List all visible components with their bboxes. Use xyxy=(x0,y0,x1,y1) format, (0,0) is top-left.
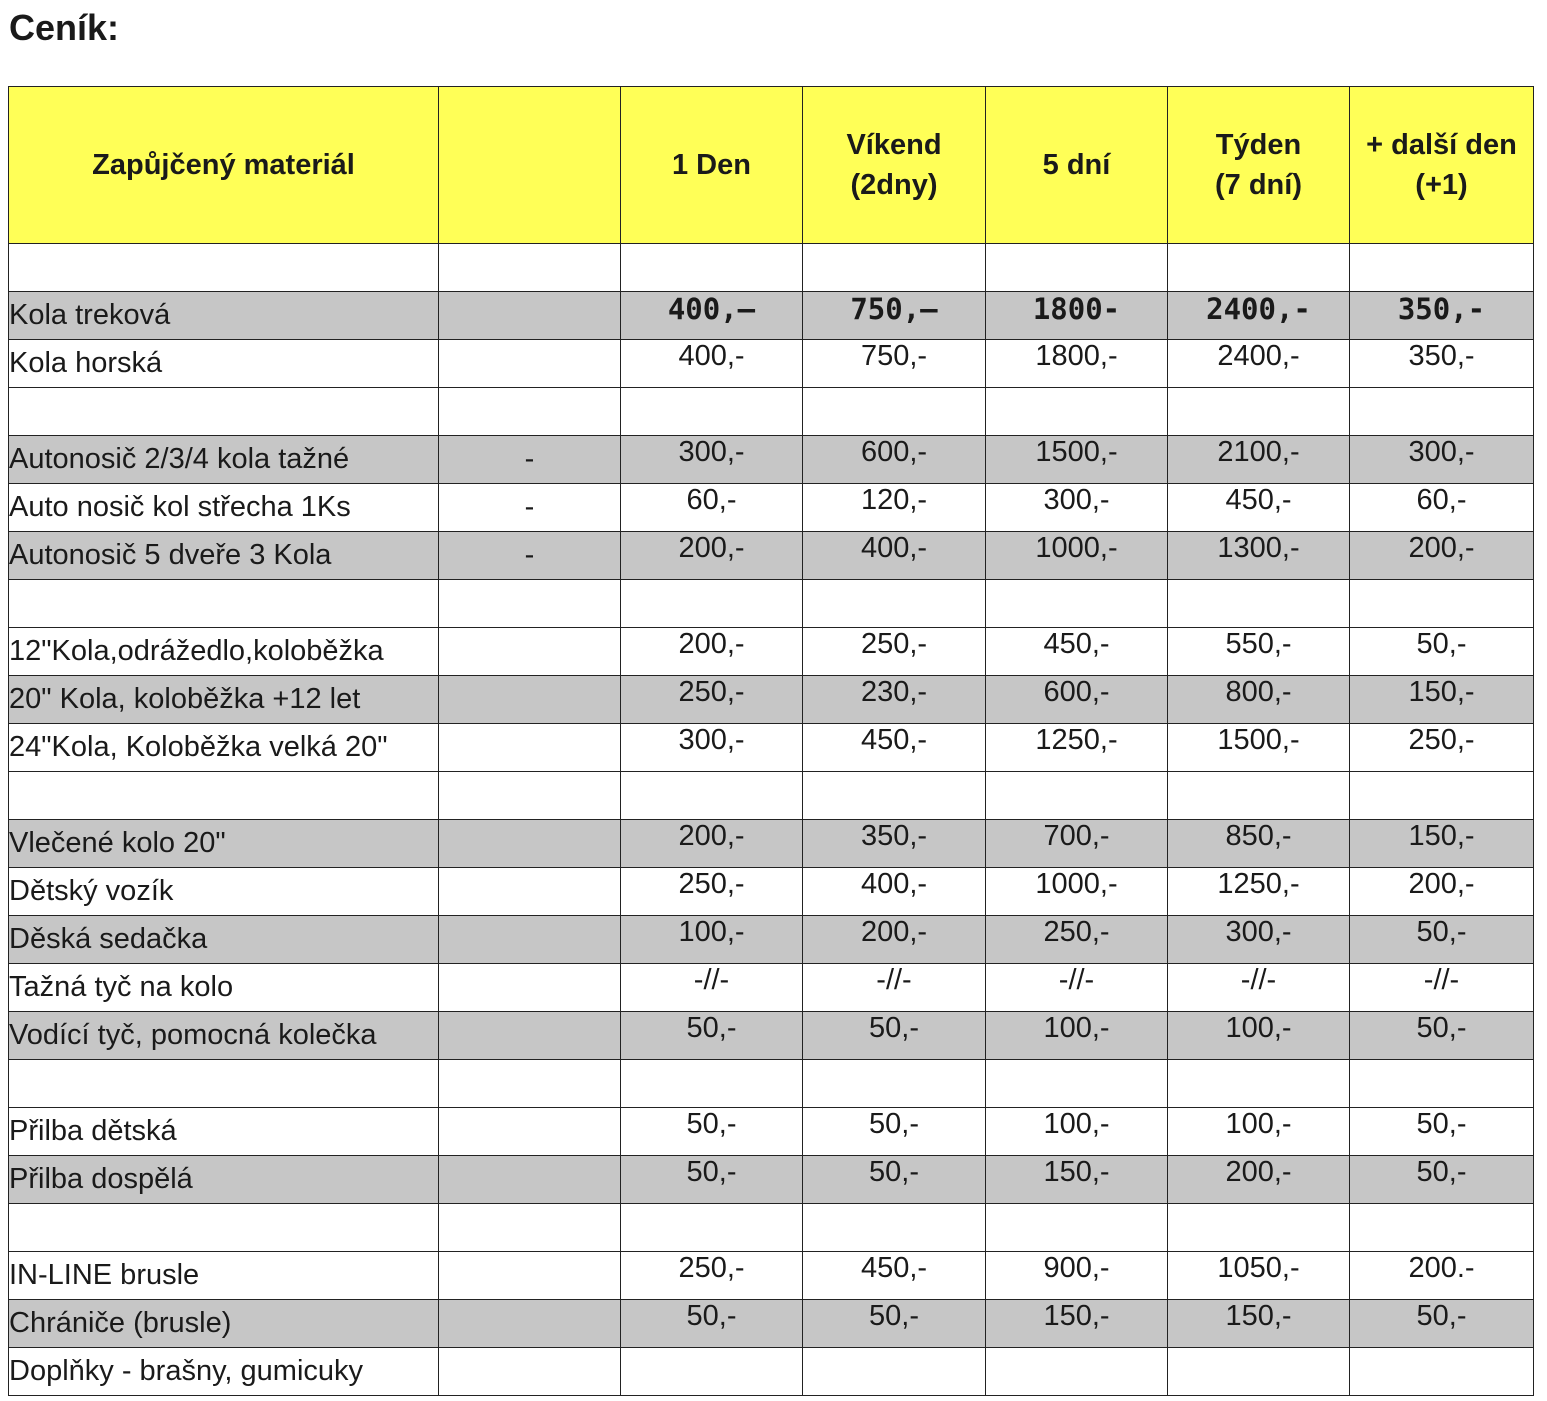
price-weekend xyxy=(803,1348,986,1396)
separator-row xyxy=(9,580,1534,628)
item-note xyxy=(439,1252,621,1300)
item-note xyxy=(439,868,621,916)
price-1-day: 50,- xyxy=(621,1108,803,1156)
empty-cell xyxy=(621,772,803,820)
price-extra-day: 50,- xyxy=(1350,1012,1534,1060)
item-note: - xyxy=(439,436,621,484)
empty-cell xyxy=(621,388,803,436)
empty-cell xyxy=(803,244,986,292)
item-name: Dětský vozík xyxy=(9,868,439,916)
price-5-days: 600,- xyxy=(986,676,1168,724)
empty-cell xyxy=(986,1204,1168,1252)
separator-row xyxy=(9,772,1534,820)
empty-cell xyxy=(9,772,439,820)
empty-cell xyxy=(803,580,986,628)
separator-row xyxy=(9,1060,1534,1108)
price-extra-day: 200.- xyxy=(1350,1252,1534,1300)
price-extra-day: 50,- xyxy=(1350,1300,1534,1348)
item-note: - xyxy=(439,532,621,580)
item-name: Kola horská xyxy=(9,340,439,388)
price-5-days: 100,- xyxy=(986,1012,1168,1060)
price-weekend: 230,- xyxy=(803,676,986,724)
price-extra-day: -//- xyxy=(1350,964,1534,1012)
empty-cell xyxy=(986,580,1168,628)
empty-cell xyxy=(803,388,986,436)
empty-cell xyxy=(1168,244,1350,292)
item-note xyxy=(439,820,621,868)
empty-cell xyxy=(439,388,621,436)
separator-row xyxy=(9,244,1534,292)
price-1-day: 50,- xyxy=(621,1300,803,1348)
empty-cell xyxy=(1168,1204,1350,1252)
table-row xyxy=(9,628,1534,676)
price-week xyxy=(1168,1348,1350,1396)
table-header-row xyxy=(9,87,1534,244)
item-note xyxy=(439,292,621,340)
item-name: Doplňky - brašny, gumicuky xyxy=(9,1348,439,1396)
price-1-day: 60,- xyxy=(621,484,803,532)
item-name: 24"Kola, Koloběžka velká 20" xyxy=(9,724,439,772)
price-extra-day: 50,- xyxy=(1350,628,1534,676)
price-5-days: 100,- xyxy=(986,1108,1168,1156)
empty-cell xyxy=(1350,388,1534,436)
price-week: 200,- xyxy=(1168,1156,1350,1204)
price-5-days: -//- xyxy=(986,964,1168,1012)
empty-cell xyxy=(1350,244,1534,292)
price-table xyxy=(8,86,1534,1396)
price-week: 1500,- xyxy=(1168,724,1350,772)
item-name: Kola treková xyxy=(9,292,439,340)
item-note xyxy=(439,916,621,964)
item-note: - xyxy=(439,484,621,532)
header-material: Zapůjčený materiál xyxy=(9,87,439,244)
price-extra-day: 350,- xyxy=(1350,292,1534,340)
item-name: IN-LINE brusle xyxy=(9,1252,439,1300)
table-row xyxy=(9,484,1534,532)
item-note xyxy=(439,724,621,772)
item-note xyxy=(439,340,621,388)
price-weekend: 750,- xyxy=(803,340,986,388)
item-name: Auto nosič kol střecha 1Ks xyxy=(9,484,439,532)
table-row xyxy=(9,1156,1534,1204)
price-week: 100,- xyxy=(1168,1108,1350,1156)
price-extra-day: 200,- xyxy=(1350,532,1534,580)
separator-row xyxy=(9,1204,1534,1252)
price-5-days: 1000,- xyxy=(986,868,1168,916)
table-row xyxy=(9,724,1534,772)
price-1-day: -//- xyxy=(621,964,803,1012)
item-note xyxy=(439,628,621,676)
price-1-day: 200,- xyxy=(621,532,803,580)
price-5-days: 250,- xyxy=(986,916,1168,964)
header-5-days: 5 dní xyxy=(986,87,1168,244)
price-5-days: 1000,- xyxy=(986,532,1168,580)
empty-cell xyxy=(803,1204,986,1252)
price-5-days xyxy=(986,1348,1168,1396)
price-extra-day: 150,- xyxy=(1350,820,1534,868)
price-extra-day: 50,- xyxy=(1350,1156,1534,1204)
item-name: Chrániče (brusle) xyxy=(9,1300,439,1348)
header-extra-day xyxy=(1350,87,1534,244)
price-5-days: 900,- xyxy=(986,1252,1168,1300)
price-weekend: 250,- xyxy=(803,628,986,676)
price-week: 1300,- xyxy=(1168,532,1350,580)
price-weekend: 400,- xyxy=(803,532,986,580)
item-note xyxy=(439,1348,621,1396)
price-week: 450,- xyxy=(1168,484,1350,532)
table-row xyxy=(9,436,1534,484)
header-weekend xyxy=(803,87,986,244)
item-name: Vodící tyč, pomocná kolečka xyxy=(9,1012,439,1060)
page-title: Ceník: xyxy=(9,7,120,48)
empty-cell xyxy=(1350,580,1534,628)
price-week: 550,- xyxy=(1168,628,1350,676)
price-extra-day: 250,- xyxy=(1350,724,1534,772)
price-week: 2400,- xyxy=(1168,340,1350,388)
empty-cell xyxy=(1350,772,1534,820)
price-5-days: 300,- xyxy=(986,484,1168,532)
item-note xyxy=(439,964,621,1012)
price-weekend: 200,- xyxy=(803,916,986,964)
table-row xyxy=(9,1348,1534,1396)
price-1-day: 100,- xyxy=(621,916,803,964)
empty-cell xyxy=(9,388,439,436)
price-rows xyxy=(9,244,1534,1396)
item-name: Vlečené kolo 20" xyxy=(9,820,439,868)
price-extra-day: 60,- xyxy=(1350,484,1534,532)
price-5-days: 700,- xyxy=(986,820,1168,868)
empty-cell xyxy=(439,1204,621,1252)
table-row xyxy=(9,1300,1534,1348)
empty-cell xyxy=(439,1060,621,1108)
price-5-days: 1500,- xyxy=(986,436,1168,484)
item-name: 12"Kola,odrážedlo,koloběžka xyxy=(9,628,439,676)
price-5-days: 1250,- xyxy=(986,724,1168,772)
price-week: 300,- xyxy=(1168,916,1350,964)
separator-row xyxy=(9,388,1534,436)
price-1-day: 50,- xyxy=(621,1156,803,1204)
empty-cell xyxy=(439,244,621,292)
price-weekend: 450,- xyxy=(803,724,986,772)
price-week: -//- xyxy=(1168,964,1350,1012)
empty-cell xyxy=(986,1060,1168,1108)
empty-cell xyxy=(1168,772,1350,820)
price-week: 850,- xyxy=(1168,820,1350,868)
price-5-days: 1800- xyxy=(986,292,1168,340)
empty-cell xyxy=(1168,388,1350,436)
price-1-day: 400,- xyxy=(621,340,803,388)
table-row xyxy=(9,532,1534,580)
price-weekend: 350,- xyxy=(803,820,986,868)
table-row xyxy=(9,676,1534,724)
empty-cell xyxy=(621,580,803,628)
price-5-days: 1800,- xyxy=(986,340,1168,388)
table-row xyxy=(9,292,1534,340)
price-5-days: 150,- xyxy=(986,1156,1168,1204)
empty-cell xyxy=(803,772,986,820)
price-weekend: 600,- xyxy=(803,436,986,484)
price-extra-day: 50,- xyxy=(1350,1108,1534,1156)
table-row xyxy=(9,1012,1534,1060)
empty-cell xyxy=(621,1204,803,1252)
price-weekend: 450,- xyxy=(803,1252,986,1300)
price-1-day: 250,- xyxy=(621,676,803,724)
empty-cell xyxy=(621,244,803,292)
empty-cell xyxy=(803,1060,986,1108)
price-1-day: 300,- xyxy=(621,436,803,484)
empty-cell xyxy=(439,580,621,628)
empty-cell xyxy=(9,580,439,628)
price-5-days: 150,- xyxy=(986,1300,1168,1348)
price-weekend: -//- xyxy=(803,964,986,1012)
price-1-day: 400,– xyxy=(621,292,803,340)
table-row xyxy=(9,868,1534,916)
price-1-day: 250,- xyxy=(621,1252,803,1300)
price-weekend: 50,- xyxy=(803,1156,986,1204)
empty-cell xyxy=(1350,1204,1534,1252)
item-name: Autonosič 5 dveře 3 Kola xyxy=(9,532,439,580)
item-name: 20" Kola, koloběžka +12 let xyxy=(9,676,439,724)
header-extra-day-text: + další den (+1) xyxy=(1366,129,1517,201)
table-row xyxy=(9,340,1534,388)
header-blank xyxy=(439,87,621,244)
item-name: Autonosič 2/3/4 kola tažné xyxy=(9,436,439,484)
price-week: 2100,- xyxy=(1168,436,1350,484)
empty-cell xyxy=(1350,1060,1534,1108)
price-5-days: 450,- xyxy=(986,628,1168,676)
price-weekend: 50,- xyxy=(803,1012,986,1060)
price-week: 1250,- xyxy=(1168,868,1350,916)
price-extra-day: 200,- xyxy=(1350,868,1534,916)
item-note xyxy=(439,1300,621,1348)
price-extra-day: 50,- xyxy=(1350,916,1534,964)
price-week: 100,- xyxy=(1168,1012,1350,1060)
header-week xyxy=(1168,87,1350,244)
item-note xyxy=(439,1156,621,1204)
price-weekend: 750,– xyxy=(803,292,986,340)
price-1-day: 300,- xyxy=(621,724,803,772)
empty-cell xyxy=(986,772,1168,820)
price-week: 1050,- xyxy=(1168,1252,1350,1300)
item-name: Přilba dětská xyxy=(9,1108,439,1156)
price-1-day: 50,- xyxy=(621,1012,803,1060)
header-1-day: 1 Den xyxy=(621,87,803,244)
item-name: Tažná tyč na kolo xyxy=(9,964,439,1012)
empty-cell xyxy=(1168,1060,1350,1108)
table-row xyxy=(9,916,1534,964)
price-week: 2400,- xyxy=(1168,292,1350,340)
empty-cell xyxy=(9,1060,439,1108)
empty-cell xyxy=(9,244,439,292)
item-note xyxy=(439,1108,621,1156)
empty-cell xyxy=(621,1060,803,1108)
price-1-day: 200,- xyxy=(621,820,803,868)
price-extra-day: 150,- xyxy=(1350,676,1534,724)
price-1-day xyxy=(621,1348,803,1396)
price-extra-day: 350,- xyxy=(1350,340,1534,388)
price-weekend: 400,- xyxy=(803,868,986,916)
header-weekend-text: Víkend (2dny) xyxy=(846,129,942,201)
table-row xyxy=(9,1108,1534,1156)
price-week: 150,- xyxy=(1168,1300,1350,1348)
table-row xyxy=(9,820,1534,868)
price-extra-day xyxy=(1350,1348,1534,1396)
empty-cell xyxy=(986,244,1168,292)
table-row xyxy=(9,1252,1534,1300)
item-name: Děská sedačka xyxy=(9,916,439,964)
item-note xyxy=(439,1012,621,1060)
table-row xyxy=(9,964,1534,1012)
price-weekend: 50,- xyxy=(803,1108,986,1156)
price-weekend: 50,- xyxy=(803,1300,986,1348)
empty-cell xyxy=(9,1204,439,1252)
price-extra-day: 300,- xyxy=(1350,436,1534,484)
price-1-day: 200,- xyxy=(621,628,803,676)
header-week-text: Týden (7 dní) xyxy=(1215,129,1302,201)
price-weekend: 120,- xyxy=(803,484,986,532)
item-name: Přilba dospělá xyxy=(9,1156,439,1204)
price-1-day: 250,- xyxy=(621,868,803,916)
empty-cell xyxy=(439,772,621,820)
empty-cell xyxy=(986,388,1168,436)
empty-cell xyxy=(1168,580,1350,628)
price-week: 800,- xyxy=(1168,676,1350,724)
item-note xyxy=(439,676,621,724)
